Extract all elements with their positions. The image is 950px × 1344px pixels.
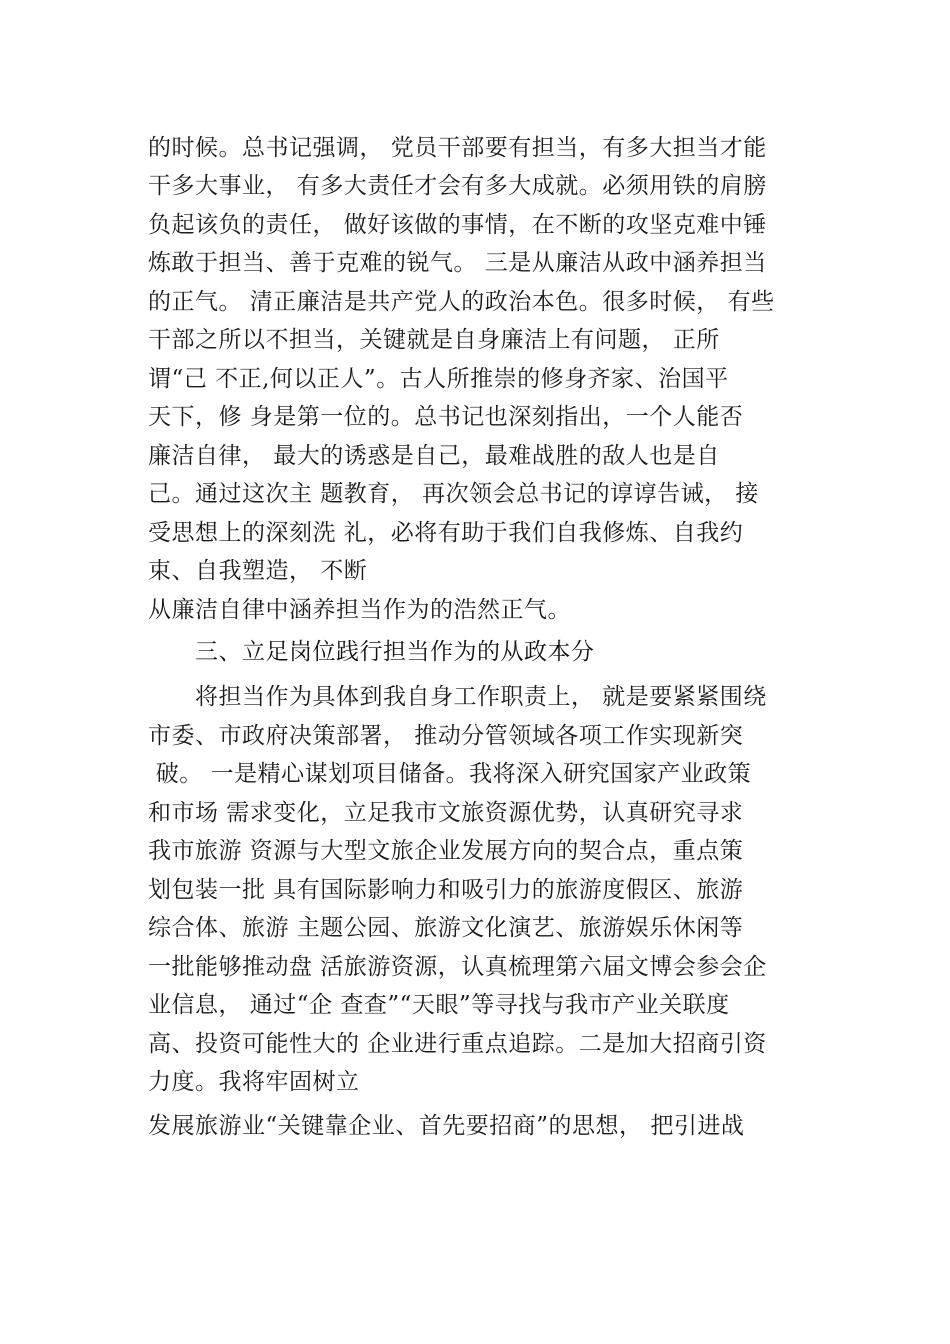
text-line: 受思想上的深刻洗 礼，必将有助于我们自我修炼、自我约 bbox=[148, 520, 744, 546]
text-line: 业信息， 通过“企 查查”“天眼”等寻找与我市产业关联度 bbox=[148, 992, 730, 1018]
text-line: 发展旅游业“关键靠企业、首先要招商”的思想， 把引进战 bbox=[148, 1113, 745, 1139]
text-line: 己。通过这次主 题教育， 再次领会总书记的谆谆告诫， 接 bbox=[148, 481, 759, 507]
text-line: 负起该负的责任， 做好该做的事情，在不断的攻坚克难中锤 bbox=[148, 212, 767, 238]
text-line: 炼敢于担当、善于克难的锐气。 三是从廉洁从政中涵养担当 bbox=[148, 250, 767, 276]
text-line: 束、自我塑造， 不断 bbox=[148, 558, 368, 584]
text-line: 的正气。 清正廉洁是共产党人的政治本色。很多时候， 有些 bbox=[148, 289, 775, 315]
text-line: 的时候。总书记强调， 党员干部要有担当，有多大担当才能 bbox=[148, 135, 767, 161]
text-line: 一批能够推动盘 活旅游资源，认真梳理第六届文博会参会企 bbox=[148, 954, 767, 980]
text-line: 破。 一是精心谋划项目储备。我将深入研究国家产业政策 bbox=[148, 761, 752, 787]
text-line: 干多大事业， 有多大责任才会有多大成就。必须用铁的肩膀 bbox=[148, 173, 767, 199]
text-line: 干部之所以不担当，关键就是自身廉洁上有问题， 正所 bbox=[148, 327, 720, 353]
text-line: 和市场 需求变化，立足我市文旅资源优势，认真研究寻求 bbox=[148, 800, 744, 826]
text-line: 天下，修 身是第一位的。总书记也深刻指出，一个人能否 bbox=[148, 404, 744, 430]
text-line: 廉洁自律， 最大的诱惑是自己，最难战胜的敌人也是自 bbox=[148, 443, 720, 469]
text-line: 力度。我将牢固树立 bbox=[148, 1069, 360, 1095]
text-line: 将担当作为具体到我自身工作职责上， 就是要紧紧围绕 bbox=[195, 684, 767, 710]
text-line: 划包装一批 具有国际影响力和吸引力的旅游度假区、旅游 bbox=[148, 877, 744, 903]
text-line: 我市旅游 资源与大型文旅企业发展方向的契合点，重点策 bbox=[148, 838, 744, 864]
text-line: 从廉洁自律中涵养担当作为的浩然正气。 bbox=[148, 597, 571, 623]
text-line: 综合体、旅游 主题公园、旅游文化演艺、旅游娱乐休闲等 bbox=[148, 915, 744, 941]
section-heading: 三、立足岗位践行担当作为的从政本分 bbox=[195, 639, 595, 665]
text-line: 市委、市政府决策部署， 推动分管领域各项工作实现新突 bbox=[148, 723, 744, 749]
text-line: 高、投资可能性大的 企业进行重点追踪。二是加大招商引资 bbox=[148, 1031, 767, 1057]
text-line: 谓“己 不正,何以正人”。古人所推崇的修身齐家、治国平 bbox=[148, 366, 729, 392]
